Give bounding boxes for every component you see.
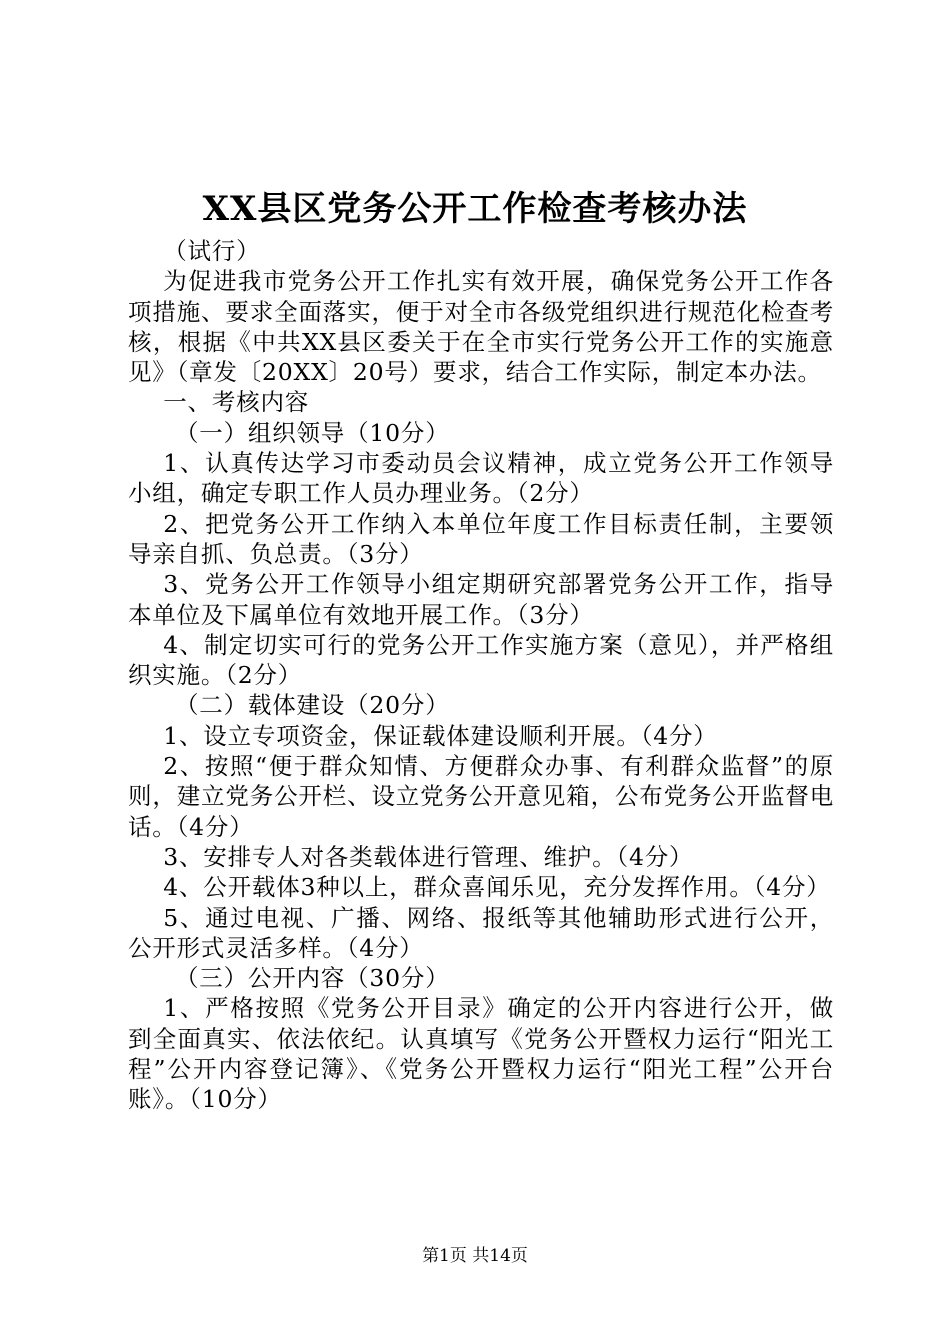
list-item: 1、严格按照《党务公开目录》确定的公开内容进行公开，做到全面真实、依法依纪。认真填写《党务公开暨权力运行“阳光工程”公开内容登记簿》、《党务公开暨权力运行“阳光工程”公开台账》。（10分） [128,994,834,1114]
list-item: 1、认真传达学习市委动员会议精神，成立党务公开工作领导小组，确定专职工作人员办理业务。（2分） [128,449,834,508]
subsection-heading: （二）载体建设（20分） [175,691,450,720]
document-body [128,236,834,1115]
list-item: 4、制定切实可行的党务公开工作实施方案（意见），并严格组织实施。（2分） [128,630,834,690]
list-item: 3、党务公开工作领导小组定期研究部署党务公开工作，指导本单位及下属单位有效地开展工作。（3分） [128,570,834,629]
intro-paragraph: 为促进我市党务公开工作扎实有效开展，确保党务公开工作各项措施、要求全面落实，便于对全市各级党组织进行规范化检查考核，根据《中共XX县区委关于在全市实行党务公开工作的实施意见》（章发〔20XX〕20号）要求，结合工作实际，制定本办法。 [128,267,834,387]
list-item: 1、设立专项资金，保证载体建设顺利开展。（4分） [163,721,718,750]
list-item: 2、把党务公开工作纳入本单位年度工作目标责任制，主要领导亲自抓、负总责。（3分） [128,509,834,568]
list-item: 5、通过电视、广播、网络、报纸等其他辅助形式进行公开，公开形式灵活多样。（4分） [128,903,834,962]
list-item: 2、按照“便于群众知情、方便群众办事、有利群众监督”的原则，建立党务公开栏、设立党务公开意见箱，公布党务公开监督电话。（4分） [128,752,834,841]
subsection-heading: （一）组织领导（10分） [175,418,450,447]
subsection-heading: （三）公开内容（30分） [175,964,450,993]
list-item: 4、公开载体3种以上，群众喜闻乐见，充分发挥作用。（4分） [163,873,831,902]
section-heading: 一、考核内容 [163,388,310,417]
list-item: 3、安排专人对各类载体进行管理、维护。（4分） [163,842,694,871]
page-number-footer: 第1页 共14页 [422,1246,528,1266]
subtitle-trial: （试行） [163,237,261,265]
document-title: XX县区党务公开工作检查考核办法 [202,189,748,229]
